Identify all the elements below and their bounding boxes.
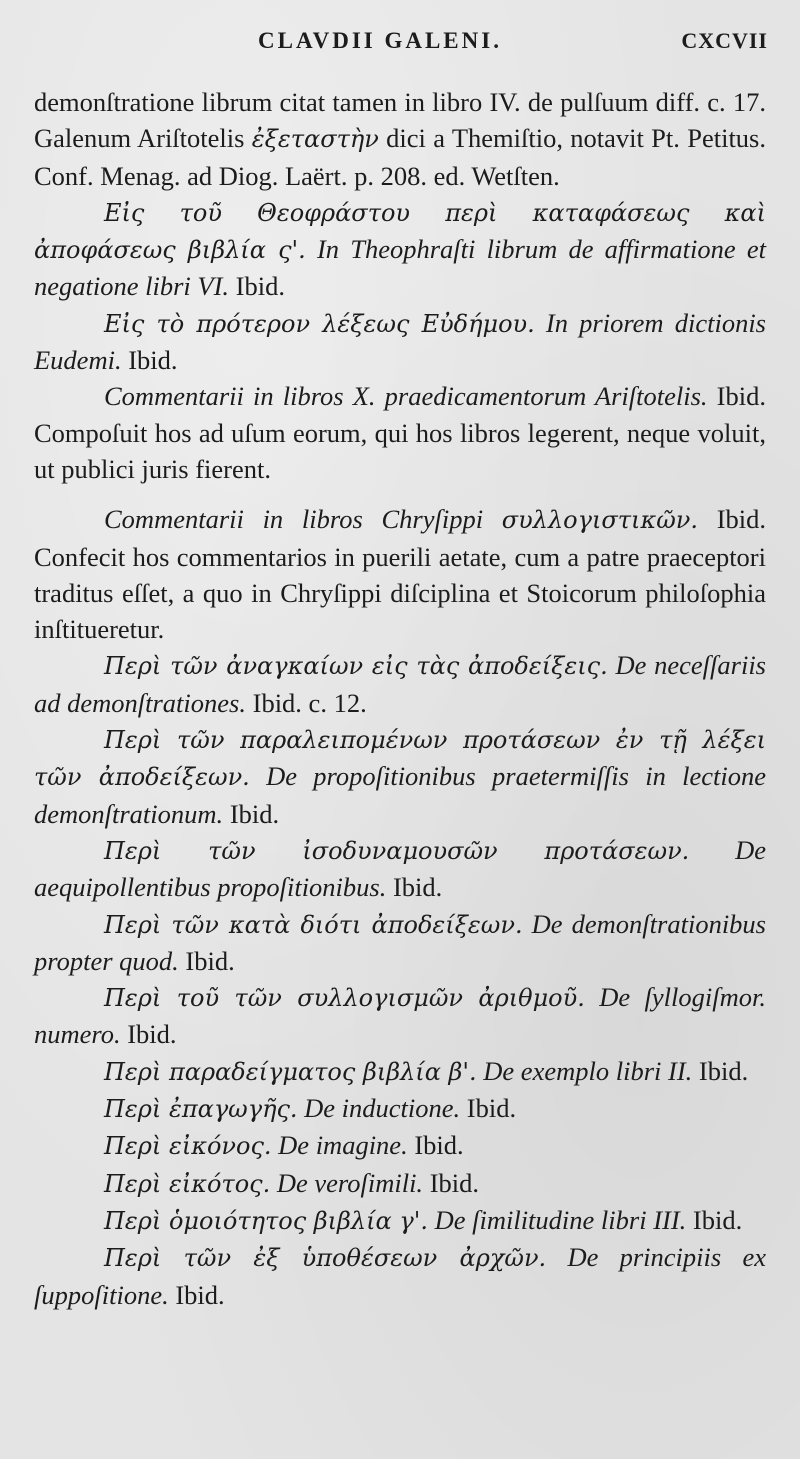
entry-greek-title: Περὶ τῶν ἐξ ὑποθέσεων ἀρχῶν. [104,1244,547,1273]
entry-4 [34,501,766,647]
entry-latin-title: De aequipollentibus propoſitionibus. [34,834,766,903]
opening-paragraph [34,84,766,194]
entry-13 [34,1165,766,1202]
entry-latin-title: De ſimilitudine libri III. [427,1204,687,1235]
folio-number: CXCVII [681,28,768,53]
entry-latin-title: In Theophraſti librum de affirmatione et negatione libri VI. [34,234,766,302]
entry-greek-title: Περὶ εἰκόνος. [104,1132,272,1161]
entry-greek-title: Περὶ τῶν ἰσοδυναμουσῶν προτάσεων. [104,836,690,865]
entry-reference: Ibid. [686,1204,743,1235]
entry-latin-title: De ſyllogiſmor. numero. [34,982,766,1050]
opening-text-1: demonſtratione librum citat tamen in libro IV. de pulſuum diff. c. 17. Galenum Ariſtotelis [34,87,766,154]
entry-reference: Ibid. [407,1130,464,1161]
entry-latin-title: De imagine. [271,1130,408,1161]
entry-10 [34,1053,766,1090]
entry-reference: Ibid. [692,1055,749,1086]
entry-latin-title: De exemplo libri II. [476,1055,693,1086]
entry-greek-title: Περὶ τῶν κατὰ διότι ἀποδείξεων. [104,910,523,939]
entry-greek-title: Περὶ εἰκότος. [104,1169,271,1198]
entry-latin-title: De inductione. [297,1093,461,1124]
entry-latin-title: Commentarii in libros Chryſippi [104,504,502,535]
entry-reference: Ibid. [460,1093,517,1124]
entry-greek-title: Περὶ ὁμοιότητος βιβλία γ'. [104,1206,428,1235]
entry-reference: Ibid. [121,345,178,376]
entry-8 [34,906,766,980]
entry-greek-title: Περὶ τῶν παραλειπομένων προτάσεων ἐν τῇ λέξει τῶν ἀποδείξεων. [34,726,766,792]
entry-greek-title: Περὶ τῶν ἀναγκαίων εἰς τὰς ἀποδείξεις. [104,652,608,681]
entry-reference: Ibid. Confecit hos commentarios in puerili aetate, cum a patre praeceptori traditus eſſet, a quo in Chryſippi diſciplina et Stoicorum philoſophia inſtitueretur. [34,504,767,645]
entry-11 [34,1090,766,1127]
entry-latin-title: De propoſitionibus praetermiſſis in lectione demonſtrationum. [34,761,766,829]
entry-15 [34,1239,766,1313]
entry-latin-title: De neceſſariis ad demonſtrationes. [34,650,766,718]
entry-greek-title: Περὶ παραδείγματος βιβλία β'. [104,1057,477,1086]
entry-reference: Ibid. [386,872,443,903]
entry-5 [34,647,766,721]
entry-reference: Ibid. Compoſuit hos ad uſum eorum, qui hos libros legerent, neque voluit, ut publici juris fierent. [34,381,766,484]
entry-reference: Ibid. [178,945,235,976]
entry-2 [34,305,766,379]
entry-14 [34,1202,766,1239]
entry-latin-title: De veroſimili. [270,1167,424,1198]
entry-latin-title: De principiis ex ſuppoſitione. [34,1242,766,1310]
entry-latin-title: De demonſtrationibus propter quod. [34,908,766,976]
entry-greek-title: Εἰς τοῦ Θεοφράστου περὶ καταφάσεως καὶ ἀποφάσεως βιβλία ς'. [34,198,766,265]
entry-greek-title: Εἰς τὸ πρότερον λέξεως Εὐδήμου. [104,309,535,338]
entry-6 [34,721,766,832]
opening-text-2: dici a Themiſtio, notavit Pt. Petitus. Conf. Menag. ad Diog. Laërt. p. 208. ed. Wetſten. [34,123,766,191]
entry-reference: Ibid. [120,1019,177,1050]
text-body [34,84,766,1313]
entry-reference: Ibid. [423,1167,479,1198]
entry-reference: Ibid. [223,798,280,829]
opening-greek: ἐξεταστὴν [251,125,379,154]
entry-9 [34,979,766,1053]
entry-7 [34,832,766,906]
entry-greek-title: Περὶ τοῦ τῶν συλλογισμῶν ἀριθμοῦ. [104,984,585,1013]
entry-latin-title: In priorem dictionis Eudemi. [34,307,766,376]
entry-reference: Ibid. [168,1279,225,1310]
entry-reference: Ibid. c. 12. [246,687,367,718]
entry-3 [34,378,766,487]
page-header [0,28,800,62]
entry-greek-inline: συλλογιστικῶν. [501,506,698,535]
entry-12 [34,1127,766,1164]
entry-latin-title: Commentarii in libros X. praedicamentorum Ariſtotelis. [104,381,708,412]
entry-greek-title: Περὶ ἐπαγωγῆς. [104,1095,298,1124]
entry-reference: Ibid. [229,271,285,302]
running-title: CLAVDII GALENI. [258,28,502,53]
entry-1 [34,194,766,305]
